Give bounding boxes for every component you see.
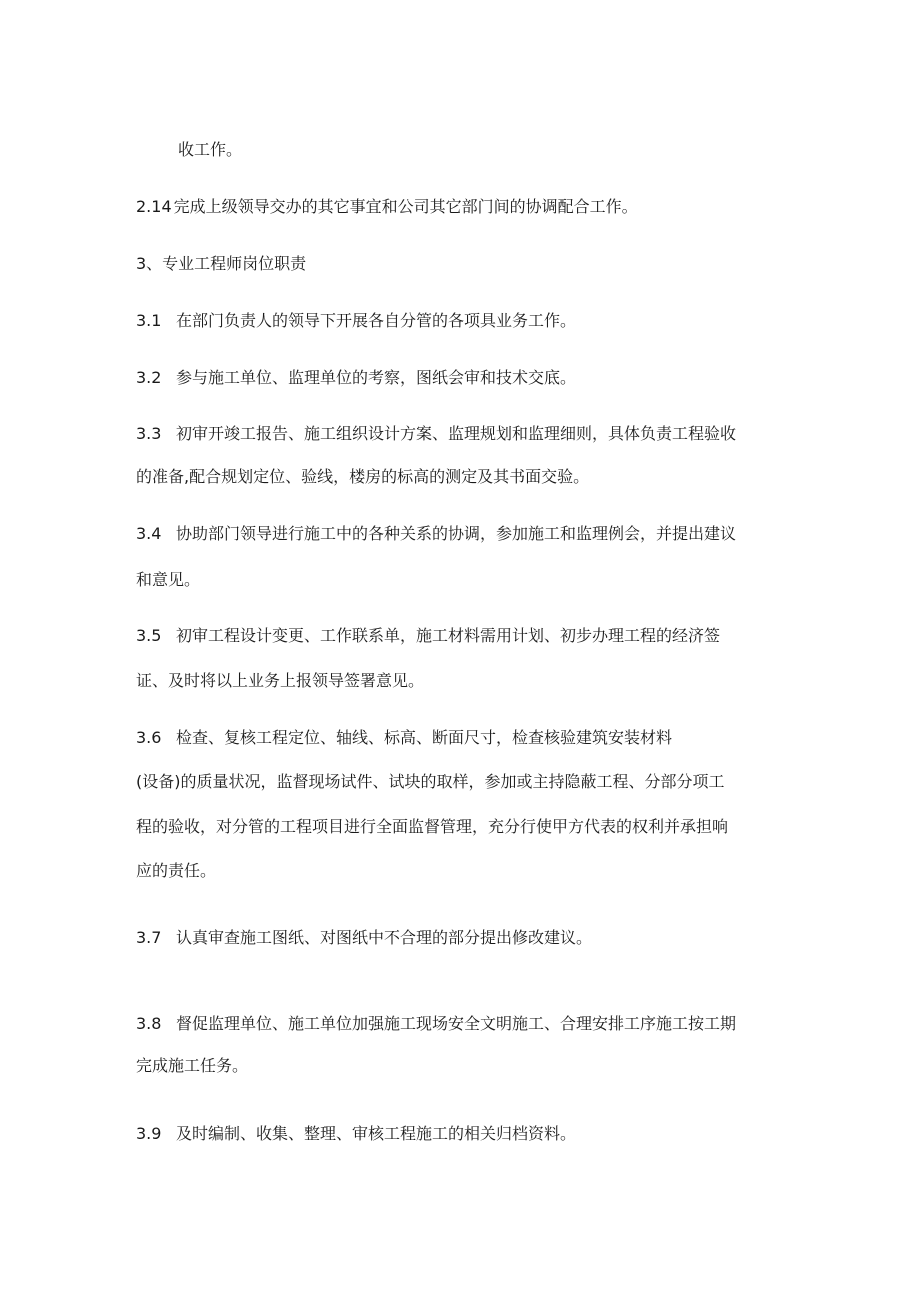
section-heading: [136, 254, 306, 274]
paragraph-continuation: [178, 140, 242, 160]
paragraph-text: 及时编制、收集、整理、审核工程施工的相关归档资料。: [176, 1124, 577, 1143]
paragraph-3-5: [136, 626, 720, 646]
paragraph-text: 参与施工单位、监理单位的考察，图纸会审和技术交底。: [176, 368, 577, 387]
paragraph-3-3-continued: [136, 467, 589, 487]
paragraph-text: 初审工程设计变更、工作联系单，施工材料需用计划、初步办理工程的经济签: [176, 626, 721, 645]
paragraph-number: 3.7: [136, 928, 162, 947]
paragraph-text: 在部门负责人的领导下开展各自分管的各项具业务工作。: [176, 311, 577, 330]
paragraph-text: 完成施工任务。: [136, 1056, 249, 1075]
paragraph-number: 3.2: [136, 368, 162, 387]
paragraph-number: 3.3: [136, 424, 162, 443]
paragraph-number: 3.4: [136, 524, 162, 543]
paragraph-3-6-continued: [136, 817, 728, 837]
paragraph-text: 证、及时将以上业务上报领导签署意见。: [136, 671, 425, 690]
paragraph-number: 2.14: [136, 197, 172, 216]
paragraph-3-6-continued: [136, 861, 216, 881]
section-heading-text: 3、专业工程师岗位职责: [136, 254, 307, 273]
paragraph-number: 3.8: [136, 1014, 162, 1033]
paragraph-text: 检查、复核工程定位、轴线、标高、断面尺寸，检查核验建筑安装材料: [176, 728, 673, 747]
paragraph-3-4-continued: [136, 570, 200, 590]
paragraph-3-6-continued: [136, 772, 725, 792]
paragraph-3-6: [136, 728, 672, 748]
paragraph-3-4: [136, 524, 736, 544]
paragraph-text: 认真审查施工图纸、对图纸中不合理的部分提出修改建议。: [176, 928, 593, 947]
paragraph-3-8-continued: [136, 1056, 248, 1076]
paragraph-3-7: [136, 928, 592, 948]
paragraph-3-2: [136, 368, 576, 388]
paragraph-2-14: [136, 197, 638, 217]
paragraph-text: (设备)的质量状况，监督现场试件、试块的取样，参加或主持隐蔽工程、分部分项工: [136, 772, 725, 791]
paragraph-text: 完成上级领导交办的其它事宜和公司其它部门间的协调配合工作。: [173, 197, 638, 216]
paragraph-number: 3.1: [136, 311, 162, 330]
paragraph-text: 程的验收，对分管的工程项目进行全面监督管理，充分行使甲方代表的权利并承担响: [136, 817, 729, 836]
paragraph-text: 初审开竣工报告、施工组织设计方案、监理规划和监理细则，具体负责工程验收: [176, 424, 737, 443]
paragraph-3-9: [136, 1124, 576, 1144]
paragraph-text: 的准备,配合规划定位、验线，楼房的标高的测定及其书面交验。: [136, 467, 590, 486]
paragraph-number: 3.9: [136, 1124, 162, 1143]
paragraph-number: 3.6: [136, 728, 162, 747]
paragraph-number: 3.5: [136, 626, 162, 645]
paragraph-text: 和意见。: [136, 570, 201, 589]
paragraph-text: 协助部门领导进行施工中的各种关系的协调，参加施工和监理例会，并提出建议: [176, 524, 737, 543]
paragraph-3-1: [136, 311, 576, 331]
paragraph-text: 督促监理单位、施工单位加强施工现场安全文明施工、合理安排工序施工按工期: [176, 1014, 737, 1033]
paragraph-text: 收工作。: [178, 140, 243, 159]
paragraph-3-8: [136, 1014, 736, 1034]
paragraph-text: 应的责任。: [136, 861, 217, 880]
paragraph-3-5-continued: [136, 671, 424, 691]
paragraph-3-3: [136, 424, 736, 444]
